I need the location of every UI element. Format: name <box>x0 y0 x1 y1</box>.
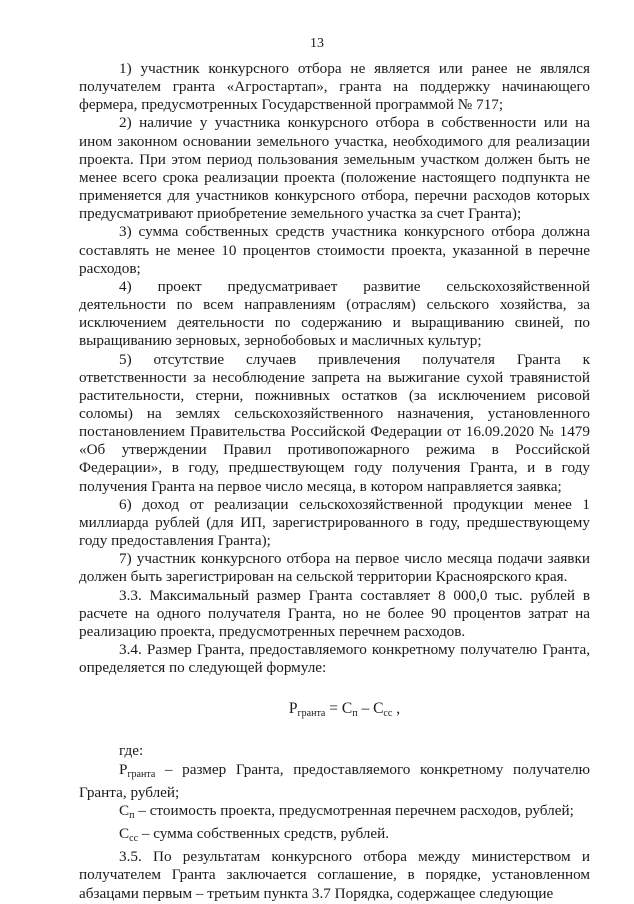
formula-subscript: сс <box>383 708 393 720</box>
paragraph: 5) отсутствие случаев привлечения получателя Гранта к ответственности за несоблюдение запрета на выжигание сухой травянистой растительности, стерни, пожнивных остатков (за исключением рисовой соломы) на землях сельскохозяйственного назначения, установленного постановлением Правительства Российской Федерации от 16.09.2020 № 1479 «Об утверждении Правил противопожарного режима в Российской Федерации», в году, предшествующем году получения Гранта, и в году получения Гранта на первое число месяца, в котором направляется заявка; <box>79 350 590 495</box>
definition-subscript: п <box>129 809 135 821</box>
definition-subscript: гранта <box>127 768 156 780</box>
formula-subscript: гранта <box>297 708 326 720</box>
paragraph: 2) наличие у участника конкурсного отбора в собственности или на ином законном основании земельного участка, необходимого для реализации проекта. При этом период пользования земельным участком должен быть не менее всего срока реализации проекта (положение настоящего подпункта не применяется для участников конкурсного отбора, перечни расходов которых предусматривают приобретение земельного участка за счет Гранта); <box>79 114 590 223</box>
paragraph: 3.3. Максимальный размер Гранта составляет 8 000,0 тыс. рублей в расчете на одного получателя Гранта, но не более 90 процентов затрат на реализацию проекта, предусмотренных перечнем расходов. <box>79 586 590 640</box>
formula-punctuation: , <box>392 700 401 718</box>
formula-symbol: С <box>341 700 353 718</box>
definition-item <box>79 825 590 848</box>
grant-formula <box>99 700 590 723</box>
paragraph: 3) сумма собственных средств участника конкурсного отбора должна составлять не менее 10 процентов стоимости проекта, указанной в перечне расходов; <box>79 223 590 277</box>
paragraph: 3.5. По результатам конкурсного отбора между министерством и получателем Гранта заключается соглашение, в порядке, установленном абзацами первым – третьим пункта 3.7 Порядка, содержащее следующие <box>79 848 590 902</box>
paragraph: 6) доход от реализации сельскохозяйственной продукции менее 1 миллиарда рублей (для ИП, зарегистрированного в году, предшествующему году предоставления Гранта); <box>79 495 590 550</box>
paragraph: 4) проект предусматривает развитие сельскохозяйственной деятельности по всем направлениям (отраслям) сельского хозяйства, за исключением деятельности по содержанию и выращиванию свиней, по выращиванию зерновых, зернобобовых и масличных культур; <box>79 277 590 350</box>
formula-subscript: п <box>352 708 358 720</box>
definition-text: – размер Гранта, предоставляемого конкретному получателю Гранта, рублей; <box>79 760 590 801</box>
formula-symbol: Р <box>288 700 298 718</box>
definition-item <box>79 761 590 802</box>
definition-symbol: Р <box>119 760 128 778</box>
page-number: 13 <box>310 36 324 51</box>
definition-text: – стоимость проекта, предусмотренная перечнем расходов, рублей; <box>134 801 574 819</box>
definition-item <box>79 802 590 825</box>
paragraph: 1) участник конкурсного отбора не является или ранее не являлся получателем гранта «Агростартап», гранта на поддержку начинающего фермера, предусмотренных Государственной программой № 717; <box>79 60 590 114</box>
formula-operator: = <box>325 700 342 718</box>
paragraph: 3.4. Размер Гранта, предоставляемого конкретному получателю Гранта, определяется по следующей формуле: <box>79 641 590 677</box>
definition-text: – сумма собственных средств, рублей. <box>138 825 390 843</box>
where-label: где: <box>119 742 144 760</box>
definition-symbol: С <box>119 801 130 819</box>
definition-subscript: сс <box>129 833 139 845</box>
definition-symbol: С <box>119 825 130 843</box>
paragraph: 7) участник конкурсного отбора на первое число месяца подачи заявки должен быть зарегистрирован на сельской территории Красноярского края. <box>79 550 590 586</box>
formula-operator: – <box>357 700 374 718</box>
document-body <box>79 60 590 903</box>
formula-symbol: С <box>373 700 384 718</box>
